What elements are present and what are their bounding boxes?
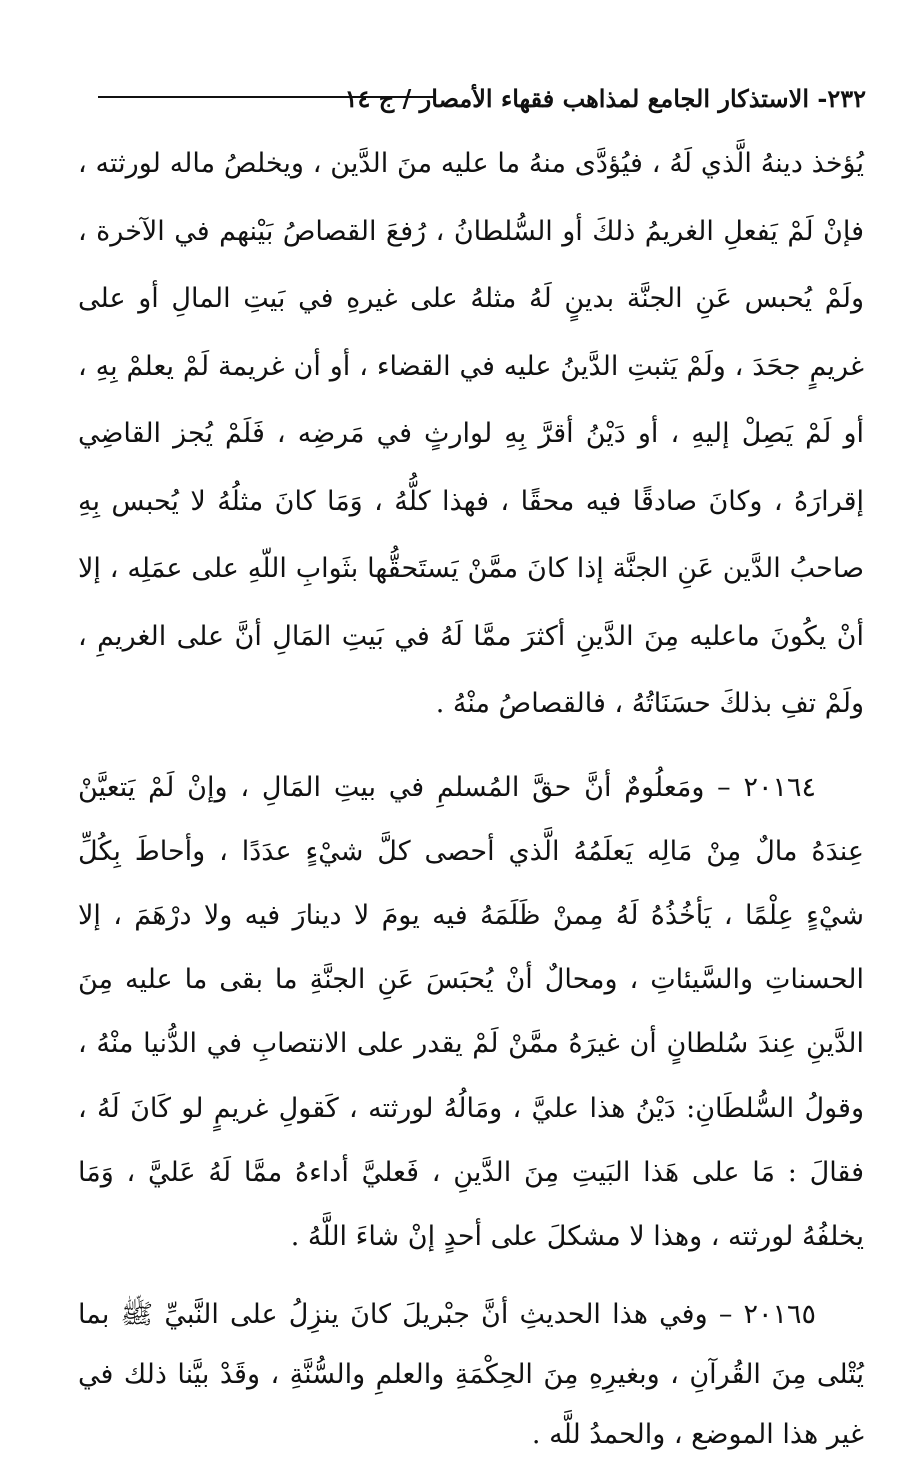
paragraph-20164	[78, 756, 864, 1270]
body-text	[78, 130, 864, 1465]
paragraph-number: ٢٠١٦٤	[743, 771, 816, 803]
header-rule	[98, 96, 434, 98]
running-title: ٢٣٢- الاستذكار الجامع لمذاهب فقهاء الأمصار / ج ١٤	[344, 84, 866, 113]
paragraph-text: يُؤخذ دينهُ الَّذي لَهُ ، فيُؤدَّى منهُ ما عليه منَ الدَّين ، ويخلصُ ماله لورثته ، فإنْ لَمْ يَفعلِ الغريمُ ذلكَ أو السُّلطانُ ، رُفعَ القصاصُ بَيْنهم في الآخرة ، ولَمْ يُحبس عَنِ الجنَّة بدينٍ لَهُ مثلهُ على غيرهِ في بَيتِ المالِ أو على غريمٍ جحَدَ ، ولَمْ يَثبتِ الدَّينُ عليه في القضاء ، أو أن غريمة لَمْ يعلمْ بِهِ ، أو لَمْ يَصِلْ إليهِ ، أو دَيْنُ أقرَّ بِهِ لوارثٍ في مَرضِه ، فَلَمْ يُجز القاضِي إقرارَهُ ، وكانَ صادقًا فيه محقًا ، فهذا كلُّهُ ، وَمَا كانَ مثلُهُ لا يُحبس بِهِ صاحبُ الدَّين عَنِ الجنَّة إذا كانَ ممَّنْ يَستَحقُّها بثَوابِ اللّهِ على عمَلِه ، إلا أنْ يكُونَ ماعليه مِنَ الدَّينِ أكثرَ ممَّا لَهُ في بَيتِ المَالِ أنَّ على الغريمِ ، ولَمْ تفِ بذلكَ حسَنَاتُهُ ، فالقصاصُ منْهُ .	[78, 148, 864, 719]
page-header	[345, 84, 866, 114]
paragraph-text: ومَعلُومٌ أنَّ حقَّ المُسلمِ في بيتِ المَالِ ، وإنْ لَمْ يَتعيَّنْ عِندَهُ مالٌ مِنْ مَالِه يَعلَمُهُ الَّذي أحصى كلَّ شيْءٍ عدَدًا ، وأحاطَ بِكُلِّ شيْءٍ عِلْمًا ، يَأخُذُهُ لَهُ مِمنْ ظَلَمَهُ فيه يومَ لا دينارَ فيه ولا درْهَمَ ، إلا الحسناتِ والسَّيئاتِ ، ومحالٌ أنْ يُحبَسَ عَنِ الجنَّةِ ما بقى ما عليه مِنَ الدَّينِ عِندَ سُلطانٍ أن غيرَهُ ممَّنْ لَمْ يقدر على الانتصابِ في الدُّنيا منْهُ ، وقولُ السُّلطَانِ: دَيْنُ هذا عليَّ ، ومَالُهُ لورثته ، كَقولِ غريمٍ لو كَانَ لَهُ ، فقالَ : مَا على هَذا البَيتِ مِنَ الدَّينِ ، فَعليَّ أداءهُ ممَّا لَهُ عَليَّ ، وَمَا يخلفُهُ لورثته ، وهذا لا مشكلَ على أحدٍ إنْ شاءَ اللَّهُ .	[78, 771, 864, 1252]
paragraph-text: وفي هذا الحديثِ أنَّ جبْريلَ كانَ ينزِلُ على النَّبيِّ ﷺ بما يُتْلى مِنَ القُرآنِ ، وبغيرِهِ مِنَ الحِكْمَةِ والعلمِ والسُّنَّةِ ، وقَدْ بيَّنا ذلك في غير هذا الموضع ، والحمدُ للَّه .	[78, 1299, 864, 1451]
number-separator: –	[707, 1299, 744, 1331]
paragraph-continuation	[78, 130, 864, 738]
paragraph-20165	[78, 1285, 864, 1465]
number-separator: –	[704, 771, 744, 803]
paragraph-number: ٢٠١٦٥	[743, 1299, 817, 1331]
